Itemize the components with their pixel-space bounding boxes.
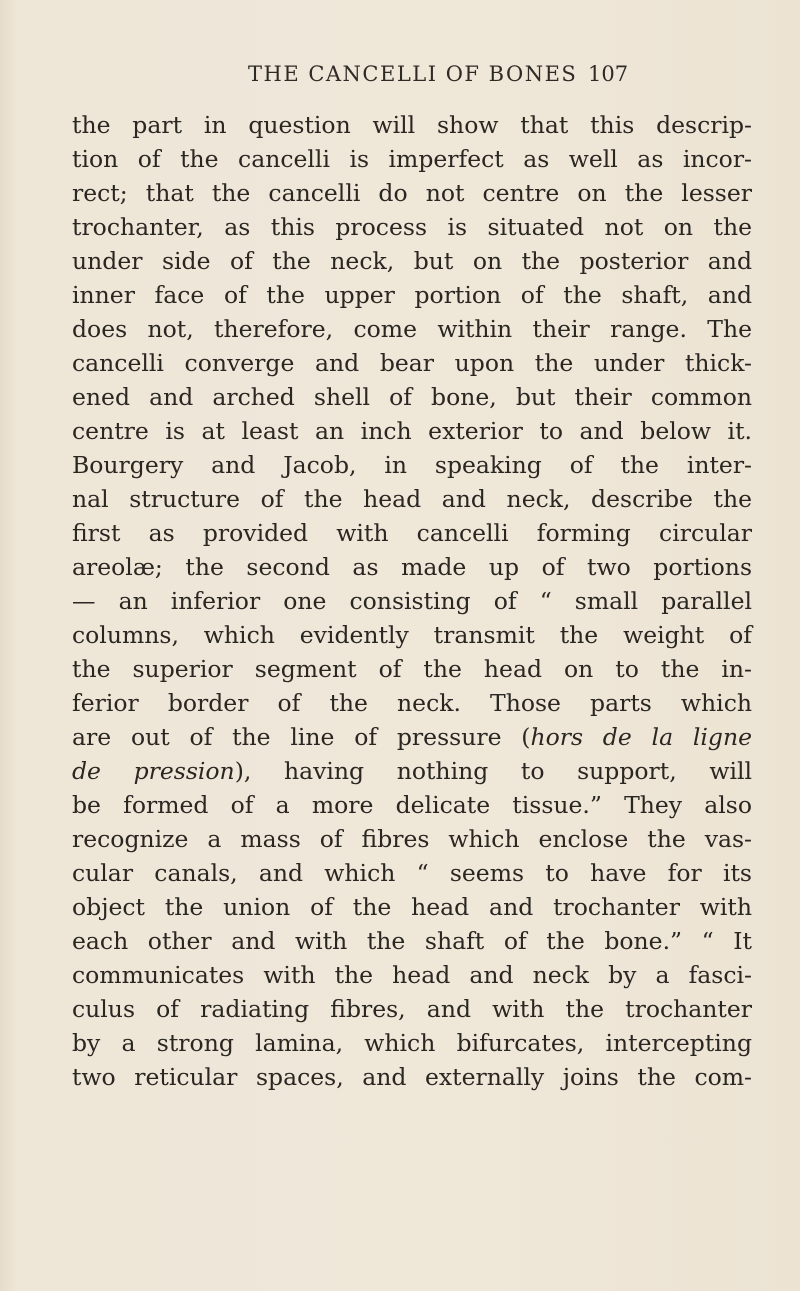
text-line: inner face of the upper portion of the shaft, and [72,281,752,309]
italic-phrase: hors de la ligne [530,723,752,751]
page-header [0,62,800,92]
text-line-with-italic [72,720,752,754]
running-title: THE CANCELLI OF BONES [248,62,578,86]
text-line: communicates with the head and neck by a fasci- [72,961,752,989]
text-line: first as provided with cancelli forming circular [72,519,752,547]
text-line: Bourgery and Jacob, in speaking of the inter- [72,451,752,479]
text-line: ened and arched shell of bone, but their common [72,383,752,411]
text-run: ), having nothing to support, will [234,757,752,785]
text-line: each other and with the shaft of the bone.” “ It [72,927,752,955]
page-number: 107 [588,62,629,86]
text-line: two reticular spaces, and externally joins the com- [72,1063,752,1091]
text-line: ferior border of the neck. Those parts which [72,689,752,717]
text-line: centre is at least an inch exterior to and below it. [72,417,752,445]
text-line-with-italic [72,754,752,788]
text-line: rect; that the cancelli do not centre on the lesser [72,179,752,207]
text-line: tion of the cancelli is imperfect as well as incor- [72,145,752,173]
italic-phrase: de pression [72,757,235,785]
text-line: nal structure of the head and neck, describe the [72,485,752,513]
text-line: trochanter, as this process is situated not on the [72,213,752,241]
text-line: columns, which evidently transmit the weight of [72,621,752,649]
text-line: culus of radiating fibres, and with the trochanter [72,995,752,1023]
text-line: — an inferior one consisting of “ small parallel [72,587,752,615]
text-line: areolæ; the second as made up of two portions [72,553,752,581]
text-line: under side of the neck, but on the posterior and [72,247,752,275]
text-run: are out of the line of pressure ( [72,723,531,751]
text-line: cancelli converge and bear upon the under thick- [72,349,752,377]
body-text [72,108,752,1094]
text-line: does not, therefore, come within their range. The [72,315,752,343]
text-line: object the union of the head and trochanter with [72,893,752,921]
text-line: cular canals, and which “ seems to have for its [72,859,752,887]
text-line: by a strong lamina, which bifurcates, intercepting [72,1029,752,1057]
text-line: be formed of a more delicate tissue.” They also [72,791,752,819]
text-line: the superior segment of the head on to the in- [72,655,752,683]
text-line: the part in question will show that this descrip- [72,111,752,139]
text-line: recognize a mass of fibres which enclose the vas- [72,825,752,853]
